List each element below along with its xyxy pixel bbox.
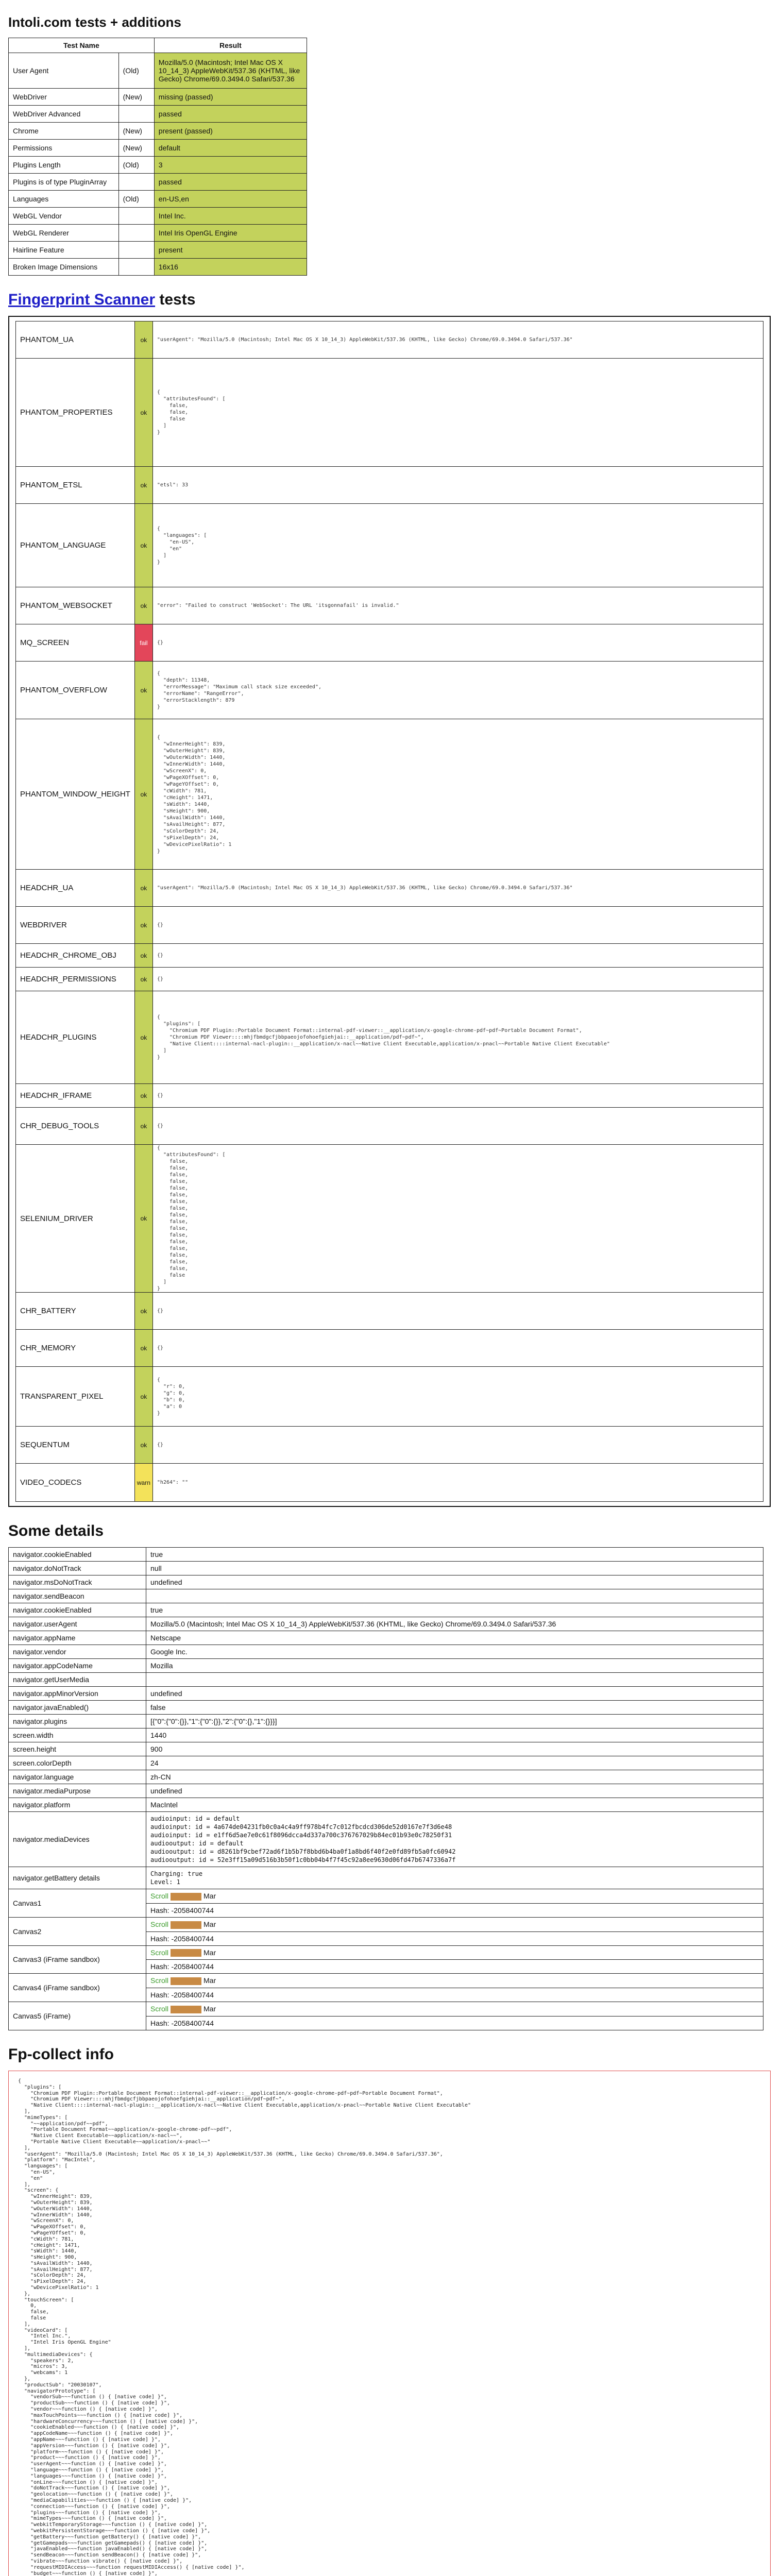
scanner-box <box>8 316 771 1507</box>
intoli-test-name: WebGL Renderer <box>9 225 119 242</box>
scanner-row <box>16 1084 763 1108</box>
intoli-result: 3 <box>154 157 307 174</box>
scanner-row <box>16 1145 763 1293</box>
scanner-detail: {} <box>152 944 763 968</box>
scanner-status: ok <box>134 1084 152 1108</box>
intoli-result: Intel Inc. <box>154 208 307 225</box>
scanner-test-name: CHR_MEMORY <box>16 1330 135 1367</box>
details-row <box>9 1867 763 1889</box>
scanner-row <box>16 907 763 944</box>
details-value: 1440 <box>146 1728 763 1742</box>
details-row <box>9 1575 763 1589</box>
scanner-test-name: PHANTOM_PROPERTIES <box>16 359 135 467</box>
canvas-preview <box>146 1889 763 1904</box>
scanner-detail: "userAgent": "Mozilla/5.0 (Macintosh; Intel Mac OS X 10_14_3) AppleWebKit/537.36 (KHTML, like Gecko) Chrome/69.0.3494.0 Safari/537.36" <box>152 870 763 907</box>
details-key: navigator.appName <box>9 1631 146 1645</box>
details-value: true <box>146 1548 763 1562</box>
intoli-result: Mozilla/5.0 (Macintosh; Intel Mac OS X 10_14_3) AppleWebKit/537.36 (KHTML, like Gecko) Chrome/69.0.3494.0 Safari/537.36 <box>154 53 307 89</box>
details-row <box>9 1715 763 1728</box>
details-value: 900 <box>146 1742 763 1756</box>
intoli-header-test-name: Test Name <box>9 38 155 53</box>
scanner-row <box>16 504 763 587</box>
canvas-row <box>9 1889 763 1904</box>
details-value: false <box>146 1701 763 1715</box>
canvas-swatch <box>171 1893 201 1901</box>
details-value: undefined <box>146 1575 763 1589</box>
details-row <box>9 1742 763 1756</box>
scanner-row <box>16 1464 763 1502</box>
scanner-detail: {} <box>152 1108 763 1145</box>
details-row <box>9 1701 763 1715</box>
intoli-test-tag <box>118 259 154 276</box>
canvas-row <box>9 1945 763 1960</box>
intoli-result: 16x16 <box>154 259 307 276</box>
scanner-detail: "error": "Failed to construct 'WebSocket': The URL 'itsgonnafail' is invalid." <box>152 587 763 624</box>
details-key: navigator.sendBeacon <box>9 1589 146 1603</box>
scanner-status: ok <box>134 321 152 359</box>
scanner-row <box>16 1293 763 1330</box>
intoli-result: default <box>154 140 307 157</box>
details-row <box>9 1631 763 1645</box>
canvas-swatch <box>171 1977 201 1985</box>
intoli-row <box>9 89 307 106</box>
intoli-test-tag <box>118 242 154 259</box>
details-key: navigator.appCodeName <box>9 1659 146 1673</box>
details-key: screen.colorDepth <box>9 1756 146 1770</box>
details-title: Some details <box>8 1522 104 1539</box>
details-row <box>9 1756 763 1770</box>
scanner-status: ok <box>134 1145 152 1293</box>
scanner-test-name: MQ_SCREEN <box>16 624 135 662</box>
intoli-header-result: Result <box>154 38 307 53</box>
details-value: Netscape <box>146 1631 763 1645</box>
scanner-row <box>16 321 763 359</box>
intoli-test-tag: (Old) <box>118 53 154 89</box>
scanner-status: ok <box>134 968 152 991</box>
scanner-detail: {} <box>152 1330 763 1367</box>
scanner-detail: { "attributesFound": [ false, false, false ] } <box>152 359 763 467</box>
intoli-test-name: Broken Image Dimensions <box>9 259 119 276</box>
scanner-test-name: HEADCHR_IFRAME <box>16 1084 135 1108</box>
scanner-status: ok <box>134 991 152 1084</box>
canvas-row <box>9 1917 763 1931</box>
canvas-label-rest: Mar <box>203 1892 216 1900</box>
intoli-row <box>9 123 307 140</box>
details-key: navigator.getUserMedia <box>9 1673 146 1687</box>
scanner-status: ok <box>134 467 152 504</box>
scanner-detail: { "depth": 11348, "errorMessage": "Maximum call stack size exceeded", "errorName": "RangeError", "errorStacklength": 879 } <box>152 662 763 719</box>
canvas-label-rest: Mar <box>203 2005 216 2013</box>
scanner-status: ok <box>134 870 152 907</box>
intoli-test-tag: (New) <box>118 89 154 106</box>
intoli-test-tag: (Old) <box>118 191 154 208</box>
intoli-test-name: Permissions <box>9 140 119 157</box>
intoli-row <box>9 106 307 123</box>
details-value: MacIntel <box>146 1798 763 1812</box>
scanner-row <box>16 662 763 719</box>
scanner-detail: {} <box>152 624 763 662</box>
scanner-status: warn <box>134 1464 152 1502</box>
details-key: navigator.plugins <box>9 1715 146 1728</box>
canvas-hash: Hash: -2058400744 <box>146 1960 763 1974</box>
details-value: Mozilla/5.0 (Macintosh; Intel Mac OS X 10_14_3) AppleWebKit/537.36 (KHTML, like Gecko) Chrome/69.0.3494.0 Safari/537.36 <box>146 1617 763 1631</box>
scanner-row <box>16 944 763 968</box>
intoli-test-name: Languages <box>9 191 119 208</box>
scanner-detail: { "attributesFound": [ false, false, false, false, false, false, false, false, false, false, false, false, false, false, false, false, false, false ] } <box>152 1145 763 1293</box>
canvas-row <box>9 1974 763 1988</box>
fpcollect-title: Fp-collect info <box>8 2045 114 2063</box>
details-key: screen.height <box>9 1742 146 1756</box>
scanner-status: ok <box>134 359 152 467</box>
intoli-test-name: User Agent <box>9 53 119 89</box>
details-row <box>9 1687 763 1701</box>
scanner-status: fail <box>134 624 152 662</box>
intoli-test-name: Hairline Feature <box>9 242 119 259</box>
canvas-name: Canvas1 <box>9 1889 146 1918</box>
scanner-row <box>16 1108 763 1145</box>
fpcollect-box <box>8 2071 771 2576</box>
intoli-test-tag: (Old) <box>118 157 154 174</box>
details-value: true <box>146 1603 763 1617</box>
intoli-test-tag <box>118 225 154 242</box>
intoli-test-tag <box>118 174 154 191</box>
details-key: navigator.getBattery details <box>9 1867 146 1889</box>
details-row <box>9 1548 763 1562</box>
scanner-row <box>16 1367 763 1427</box>
details-value: audioinput: id = default audioinput: id = 4a674de04231fb0c0a4c4a9ff978b4fc7c012fbcdcd306de52d0167e7f3d6e48 audioinput: id = e1ff6d5ae7e0c61f8096dcca4d337a700c376767029b84ec01b93e0c78250f31 audiooutput: id = default audiooutput: id = d8261bf9cbef72ad6f1b5b7f8bbd6b4ba0f1a8bd6f40f2e0fd89fb5a0fc60942 audiooutput: id = 52e3ff15a09d516b3b50f1c0bb04b4f7f45c92a8ee9630d06fd47b6747336a7f <box>146 1812 763 1867</box>
intoli-test-tag <box>118 106 154 123</box>
details-row <box>9 1659 763 1673</box>
canvas-label-green: Scroll <box>150 1976 169 1985</box>
canvas-hash: Hash: -2058400744 <box>146 2016 763 2030</box>
scanner-row <box>16 991 763 1084</box>
details-value: Mozilla <box>146 1659 763 1673</box>
scanner-test-name: SELENIUM_DRIVER <box>16 1145 135 1293</box>
intoli-test-name: Chrome <box>9 123 119 140</box>
details-key: navigator.mediaPurpose <box>9 1784 146 1798</box>
details-key: navigator.msDoNotTrack <box>9 1575 146 1589</box>
scanner-test-name: HEADCHR_CHROME_OBJ <box>16 944 135 968</box>
intoli-result: missing (passed) <box>154 89 307 106</box>
scanner-status: ok <box>134 1108 152 1145</box>
scanner-row <box>16 467 763 504</box>
details-value: Charging: true Level: 1 <box>146 1867 763 1889</box>
canvas-row <box>9 2002 763 2016</box>
intoli-result: passed <box>154 174 307 191</box>
intoli-row <box>9 208 307 225</box>
canvas-label-green: Scroll <box>150 1920 169 1928</box>
canvas-name: Canvas3 (iFrame sandbox) <box>9 1945 146 1974</box>
scanner-detail: { "wInnerHeight": 839, "wOuterHeight": 839, "wOuterWidth": 1440, "wInnerWidth": 1440, "wScreenX": 0, "wPageXOffset": 0, "wPageYOffset": 0, "cWidth": 781, "cHeight": 1471, "sWidth": 1440, "sHeight": 900, "sAvailWidth": 1440, "sAvailHeight": 877, "sColorDepth": 24, "sPixelDepth": 24, "wDevicePixelRatio": 1 } <box>152 719 763 870</box>
details-value: undefined <box>146 1687 763 1701</box>
canvas-preview <box>146 1974 763 1988</box>
scanner-status: ok <box>134 1293 152 1330</box>
intoli-row <box>9 191 307 208</box>
intoli-result: present (passed) <box>154 123 307 140</box>
details-row <box>9 1645 763 1659</box>
scanner-row <box>16 359 763 467</box>
canvas-label-rest: Mar <box>203 1920 216 1928</box>
scanner-test-name: PHANTOM_LANGUAGE <box>16 504 135 587</box>
intoli-result: Intel Iris OpenGL Engine <box>154 225 307 242</box>
intoli-test-name: WebGL Vendor <box>9 208 119 225</box>
canvas-hash: Hash: -2058400744 <box>146 1903 763 1917</box>
scanner-test-name: PHANTOM_OVERFLOW <box>16 662 135 719</box>
canvas-name: Canvas2 <box>9 1917 146 1945</box>
intoli-result: present <box>154 242 307 259</box>
details-key: screen.width <box>9 1728 146 1742</box>
canvas-name: Canvas5 (iFrame) <box>9 2002 146 2030</box>
details-value <box>146 1673 763 1687</box>
scanner-row <box>16 624 763 662</box>
details-row <box>9 1673 763 1687</box>
canvas-swatch <box>171 2006 201 2013</box>
intoli-test-tag <box>118 208 154 225</box>
scanner-status: ok <box>134 662 152 719</box>
intoli-row <box>9 53 307 89</box>
details-key: navigator.cookieEnabled <box>9 1603 146 1617</box>
details-key: navigator.vendor <box>9 1645 146 1659</box>
intoli-result: passed <box>154 106 307 123</box>
details-row <box>9 1603 763 1617</box>
details-key: navigator.language <box>9 1770 146 1784</box>
canvas-preview <box>146 2002 763 2016</box>
intoli-title: Intoli.com tests + additions <box>8 14 181 30</box>
details-row <box>9 1728 763 1742</box>
details-row <box>9 1589 763 1603</box>
canvas-label-green: Scroll <box>150 1892 169 1900</box>
scanner-test-name: CHR_BATTERY <box>16 1293 135 1330</box>
scanner-row <box>16 587 763 624</box>
scanner-detail: "etsl": 33 <box>152 467 763 504</box>
scanner-test-name: PHANTOM_ETSL <box>16 467 135 504</box>
scanner-row <box>16 968 763 991</box>
canvas-swatch <box>171 1921 201 1929</box>
scanner-test-name: CHR_DEBUG_TOOLS <box>16 1108 135 1145</box>
intoli-test-tag: (New) <box>118 123 154 140</box>
details-value <box>146 1589 763 1603</box>
fpcollect-json: { "plugins": [ "Chromium PDF Plugin::Portable Document Format::internal-pdf-viewer::__application/x-google-chrome-pdf~pdf~Portable Document Format", "Chromium PDF Viewer::::mhjfbmdgcfjbbpaeojofohoefgiehjai::__application/pdf~pdf~", "Native Client::::internal-nacl-plugin::__application/x-nacl~~Native Client Executable,application/x-pnacl~~Portable Native Client Executable" ], "mimeTypes": [ "~~application/pdf~~pdf", "Portable Document Format~~application/x-google-chrome-pdf~~pdf", "Native Client Executable~~application/x-nacl~~", "Portable Native Client Executable~~application/x-pnacl~~" ], "userAgent": "Mozilla/5.0 (Macintosh; Intel Mac OS X 10_14_3) AppleWebKit/537.36 (KHTML, like Gecko) Chrome/69.0.3494.0 Safari/537.36", "platform": "MacIntel", "languages": [ "en-US", "en" ], "screen": { "wInnerHeight": 839, "wOuterHeight": 839, "wOuterWidth": 1440, "wInnerWidth": 1440, "wScreenX": 0, "wPageXOffset": 0, "wPageYOffset": 0, "cWidth": 781, "cHeight": 1471, "sWidth": 1440, "sHeight": 900, "sAvailWidth": 1440, "sAvailHeight": 877, "sColorDepth": 24, "sPixelDepth": 24, "wDevicePixelRatio": 1 }, "touchScreen": [ 0, false, false ], "videoCard": [ "Intel Inc.", "Intel Iris OpenGL Engine" ], "multimediaDevices": { "speakers": 2, "micros": 3, "webcams": 1 }, "productSub": "20030107", "navigatorPrototype": [ "vendorSub~~~function () { [native code] }", "productSub~~~function () { [native code] }", "vendor~~~function () { [native code] }", "maxTouchPoints~~~function () { [native code] }", "hardwareConcurrency~~~function () { [native code] }", "cookieEnabled~~~function () { [native code] }", "appCodeName~~~function () { [native code] }", "appName~~~function () { [native code] }", "appVersion~~~function () { [native code] }", "platform~~~function () { [native code] }", "product~~~function () { [native code] }", "userAgent~~~function () { [native code] }", "language~~~function () { [native code] }", "languages~~~function () { [native code] }", "onLine~~~function () { [native code] }", "doNotTrack~~~function () { [native code] }", "geolocation~~~function () { [native code] }", "mediaCapabilities~~~function () { [native code] }", "connection~~~function () { [native code] }", "plugins~~~function () { [native code] }", "mimeTypes~~~function () { [native code] }", "webkitTemporaryStorage~~~function () { [native code] }", "webkitPersistentStorage~~~function () { [native code] }", "getBattery~~~function getBattery() { [native code] }", "getGamepads~~~function getGamepads() { [native code] }", "javaEnabled~~~function javaEnabled() { [native code] }", "sendBeacon~~~function sendBeacon() { [native code] }", "vibrate~~~function vibrate() { [native code] }", "requestMIDIAccess~~~function requestMIDIAccess() { [native code] }", "budget~~~function () { [native code] }", <box>18 2078 471 2576</box>
scanner-status: ok <box>134 1427 152 1464</box>
scanner-test-name: PHANTOM_WINDOW_HEIGHT <box>16 719 135 870</box>
scanner-test-name: PHANTOM_UA <box>16 321 135 359</box>
scanner-detail: { "languages": [ "en-US", "en" ] } <box>152 504 763 587</box>
canvas-label-rest: Mar <box>203 1948 216 1957</box>
canvas-preview <box>146 1945 763 1960</box>
details-value: zh-CN <box>146 1770 763 1784</box>
scanner-detail: { "r": 0, "g": 0, "b": 0, "a": 0 } <box>152 1367 763 1427</box>
scanner-detail: {} <box>152 907 763 944</box>
details-value: null <box>146 1562 763 1575</box>
scanner-status: ok <box>134 504 152 587</box>
canvas-label-green: Scroll <box>150 2005 169 2013</box>
scanner-test-name: WEBDRIVER <box>16 907 135 944</box>
scanner-detail: {} <box>152 1427 763 1464</box>
details-value: undefined <box>146 1784 763 1798</box>
scanner-test-name: PHANTOM_WEBSOCKET <box>16 587 135 624</box>
canvas-label-rest: Mar <box>203 1976 216 1985</box>
intoli-row <box>9 242 307 259</box>
details-row <box>9 1798 763 1812</box>
intoli-test-tag: (New) <box>118 140 154 157</box>
scanner-detail: {} <box>152 1084 763 1108</box>
scanner-test-name: HEADCHR_UA <box>16 870 135 907</box>
intoli-test-name: WebDriver Advanced <box>9 106 119 123</box>
details-key: navigator.mediaDevices <box>9 1812 146 1867</box>
details-row <box>9 1784 763 1798</box>
scanner-row <box>16 719 763 870</box>
scanner-detail: {} <box>152 968 763 991</box>
canvas-label-green: Scroll <box>150 1948 169 1957</box>
details-value: [{"0":{"0":{}},"1":{"0":{}},"2":{"0":{},"1":{}}}] <box>146 1715 763 1728</box>
scanner-row <box>16 870 763 907</box>
canvas-name: Canvas4 (iFrame sandbox) <box>9 1974 146 2002</box>
scanner-row <box>16 1427 763 1464</box>
details-value: 24 <box>146 1756 763 1770</box>
intoli-row <box>9 225 307 242</box>
scanner-status: ok <box>134 1330 152 1367</box>
intoli-row <box>9 140 307 157</box>
details-key: navigator.javaEnabled() <box>9 1701 146 1715</box>
canvas-preview <box>146 1917 763 1931</box>
scanner-test-name: HEADCHR_PERMISSIONS <box>16 968 135 991</box>
intoli-row <box>9 259 307 276</box>
intoli-row <box>9 157 307 174</box>
details-value: Google Inc. <box>146 1645 763 1659</box>
scanner-detail: { "plugins": [ "Chromium PDF Plugin::Portable Document Format::internal-pdf-viewer::__application/x-google-chrome-pdf~pdf~Portable Document Format", "Chromium PDF Viewer::::mhjfbmdgcfjbbpaeojofohoefgiehjai::__application/pdf~pdf~", "Native Client::::internal-nacl-plugin::__application/x-nacl~~Native Client Executable,application/x-pnacl~~Portable Native Client Executable" ] } <box>152 991 763 1084</box>
scanner-test-name: VIDEO_CODECS <box>16 1464 135 1502</box>
scanner-title: Fingerprint Scanner tests <box>8 291 196 308</box>
scanner-test-name: SEQUENTUM <box>16 1427 135 1464</box>
scanner-status: ok <box>134 719 152 870</box>
details-table <box>8 1547 763 2030</box>
details-key: navigator.doNotTrack <box>9 1562 146 1575</box>
scanner-table <box>15 321 763 1502</box>
canvas-hash: Hash: -2058400744 <box>146 1931 763 1945</box>
scanner-test-name: TRANSPARENT_PIXEL <box>16 1367 135 1427</box>
intoli-table <box>8 38 307 276</box>
scanner-test-name: HEADCHR_PLUGINS <box>16 991 135 1084</box>
details-key: navigator.appMinorVersion <box>9 1687 146 1701</box>
details-row <box>9 1562 763 1575</box>
details-row <box>9 1770 763 1784</box>
details-row <box>9 1812 763 1867</box>
scanner-link[interactable]: Fingerprint Scanner <box>8 291 156 308</box>
intoli-test-name: Plugins is of type PluginArray <box>9 174 119 191</box>
scanner-status: ok <box>134 944 152 968</box>
scanner-status: ok <box>134 587 152 624</box>
details-key: navigator.platform <box>9 1798 146 1812</box>
canvas-swatch <box>171 1949 201 1957</box>
scanner-detail: "userAgent": "Mozilla/5.0 (Macintosh; Intel Mac OS X 10_14_3) AppleWebKit/537.36 (KHTML, like Gecko) Chrome/69.0.3494.0 Safari/537.36" <box>152 321 763 359</box>
details-key: navigator.cookieEnabled <box>9 1548 146 1562</box>
canvas-hash: Hash: -2058400744 <box>146 1988 763 2002</box>
intoli-test-name: WebDriver <box>9 89 119 106</box>
intoli-test-name: Plugins Length <box>9 157 119 174</box>
details-row <box>9 1617 763 1631</box>
scanner-status: ok <box>134 1367 152 1427</box>
scanner-detail: "h264": "" <box>152 1464 763 1502</box>
intoli-result: en-US,en <box>154 191 307 208</box>
details-key: navigator.userAgent <box>9 1617 146 1631</box>
scanner-status: ok <box>134 907 152 944</box>
scanner-row <box>16 1330 763 1367</box>
scanner-detail: {} <box>152 1293 763 1330</box>
intoli-row <box>9 174 307 191</box>
